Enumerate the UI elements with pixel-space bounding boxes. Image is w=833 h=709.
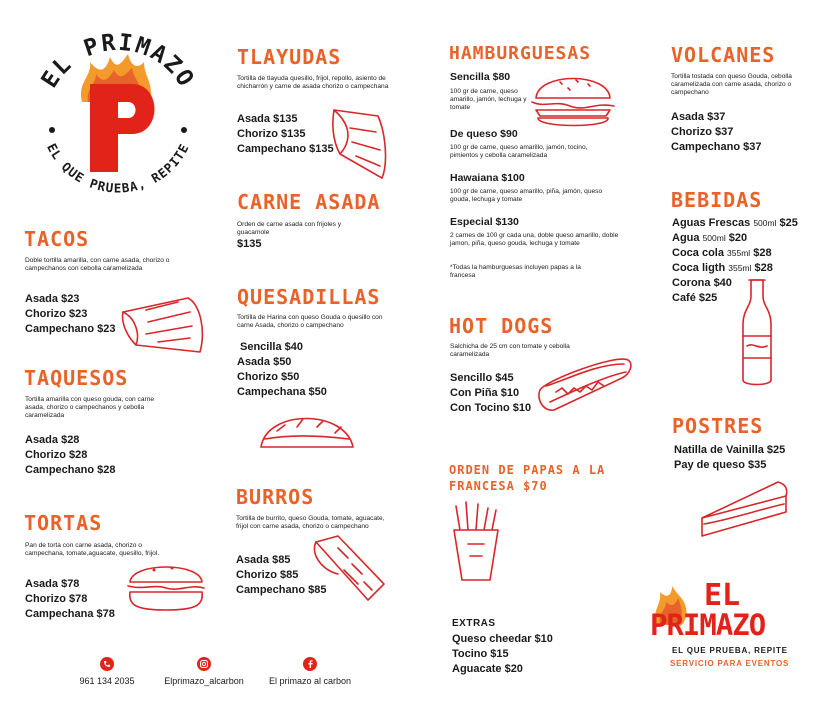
list-item: Campechana $78 (25, 608, 115, 620)
item-desc: 100 gr de carne, queso amarillo, jamón, lechuga y tomate (450, 88, 527, 111)
list-item: Con Piña $10 (450, 387, 520, 399)
brand-logo (648, 578, 818, 673)
list-item: Asada $50 (237, 356, 292, 368)
tlayudas-title: TLAYUDAS (237, 45, 342, 69)
hot-dog-illustration (536, 350, 636, 420)
volcanes-desc: Tortilla tostada con queso Gouda, cebolla caramelizada con carne asada, chorizo o campechano (671, 73, 792, 96)
hamburguesas-title: HAMBURGUESAS (449, 43, 592, 64)
list-item: Aguacate $20 (452, 663, 523, 675)
tortas-list (25, 577, 115, 622)
tacos-list (25, 292, 115, 337)
list-item: Chorizo $37 (671, 126, 734, 138)
tlayudas-desc: Tortilla de tlayuda quesillo, frijol, repollo, asiento de chicharrón y carne de asada chorizo o campechana (237, 75, 389, 90)
list-item: De queso $90 (450, 128, 518, 140)
logo-arc-top: EL PRIMAZO (36, 29, 200, 93)
list-item: Campechano $135 (237, 143, 334, 155)
facebook-icon (303, 657, 317, 671)
item-desc: 2 carnes de 100 gr cada una, doble queso amarillo, doble jamon, piña, queso gouda, lechuga y tomate (450, 232, 619, 247)
burros-desc: Tortilla de burrito, queso Gouda, tomate, aguacate, frijol con carne asada, chorizo o campechano (236, 515, 385, 530)
list-item: Chorizo $85 (236, 569, 299, 581)
list-item: Natilla de Vainilla $25 (674, 444, 786, 456)
carne-asada-list (237, 237, 261, 252)
tortas-title: TORTAS (24, 511, 103, 535)
hot-dogs-desc: Salchicha de 25 cm con tomate y cebolla caramelizada (450, 343, 570, 358)
item-desc: 100 gr de carne, queso amarillo, jamón, tocino, pimientos y cebolla caramelizada (450, 144, 588, 159)
quesadillas-title: QUESADILLAS (237, 285, 381, 309)
pie-slice-illustration (698, 478, 793, 543)
burrito-illustration (308, 534, 388, 604)
footer-phone[interactable] (72, 657, 142, 686)
tortas-desc: Pan de torta con carne asada, chorizo o campechana, tomate,aguacate, quesillo, frijol. (25, 542, 160, 557)
list-item: Chorizo $78 (25, 593, 88, 605)
item-desc: 100 gr de carne, queso amarillo, piña, jamón, queso gouda, lechuga y tomate (450, 188, 603, 203)
list-item: Pay de queso $35 (674, 459, 767, 471)
hamburger-illustration (530, 70, 615, 130)
list-item: Campechana $50 (237, 386, 327, 398)
tlayuda-illustration (328, 104, 393, 184)
logo-graphic (22, 22, 212, 212)
list-item: Corona $40 (672, 277, 732, 289)
footer-instagram-text: Elprimazo_alcarbon (164, 676, 244, 686)
hot-dogs-title: HOT DOGS (449, 314, 554, 338)
taquesos-list (25, 433, 115, 478)
volcanes-title: VOLCANES (671, 43, 776, 67)
list-item: Campechano $37 (671, 141, 762, 153)
list-item: Aguas Frescas 500ml $25 (672, 217, 798, 229)
list-item: Sencillo $45 (450, 372, 514, 384)
list-item: Asada $78 (25, 578, 80, 590)
taquesos-desc: Tortilla amarilla con queso gouda, con carne asada, chorizo o campechanos y cebolla caramelizada (25, 396, 155, 419)
carne-asada-desc: Orden de carne asada con frijoles y guacamole (237, 221, 342, 236)
list-item: Asada $85 (236, 554, 291, 566)
list-item: Tocino $15 (452, 648, 509, 660)
burros-title: BURROS (236, 485, 315, 509)
whatsapp-icon (100, 657, 114, 671)
volcanes-list (671, 110, 761, 155)
list-item: Campechano $85 (236, 584, 327, 596)
list-item: Chorizo $28 (25, 449, 88, 461)
list-item: Con Tocino $10 (450, 402, 532, 414)
list-item: Campechano $28 (25, 464, 116, 476)
list-item: Hawaiana $100 (450, 172, 525, 184)
list-item: Asada $37 (671, 111, 726, 123)
list-item: Sencilla $80 (450, 71, 511, 83)
list-item: Agua 500ml $20 (672, 232, 748, 244)
postres-title: POSTRES (672, 414, 764, 438)
cola-bottle-illustration (737, 276, 777, 391)
footer-facebook[interactable] (262, 657, 358, 686)
postres-list (674, 443, 785, 473)
papas-title: ORDEN DE PAPAS A LA FRANCESA $70 (449, 463, 606, 493)
tacos-title: TACOS (24, 227, 90, 251)
list-item: Chorizo $135 (237, 128, 306, 140)
footer-instagram[interactable] (158, 657, 250, 686)
list-item: Café $25 (672, 292, 718, 304)
list-item: $135 (237, 238, 262, 250)
list-item: Campechano $23 (25, 323, 116, 335)
brand-services: SERVICIO PARA EVENTOS (670, 659, 790, 668)
list-item: Asada $28 (25, 434, 80, 446)
brand-tagline: EL QUE PRUEBA, REPITE (672, 646, 788, 655)
list-item: Especial $130 (450, 216, 519, 228)
logo-arc-bottom: EL QUE PRUEBA, REPITE (44, 140, 192, 196)
extras-list (452, 632, 553, 677)
list-item: Queso cheedar $10 (452, 633, 553, 645)
bebidas-title: BEBIDAS (671, 188, 763, 212)
hamburguesas-note: *Todas la hamburguesas incluyen papas a la francesa (450, 264, 581, 279)
list-item: Coca ligth 355ml $28 (672, 262, 773, 274)
instagram-icon (197, 657, 211, 671)
quesadillas-desc: Tortilla de Harina con queso Gouda o quesillo con carne Asada, chorizo o campechano (237, 314, 383, 329)
carne-asada-title: CARNE ASADA (237, 190, 381, 214)
list-item: Chorizo $50 (237, 371, 300, 383)
taquesos-title: TAQUESOS (24, 366, 129, 390)
list-item: Asada $135 (237, 113, 298, 125)
list-item: Coca cola 355ml $28 (672, 247, 772, 259)
list-item: Asada $23 (25, 293, 80, 305)
logo (22, 22, 212, 212)
quesadillas-list (237, 340, 327, 400)
quesadilla-illustration (257, 405, 357, 455)
tlayudas-list (237, 112, 334, 157)
hot-dogs-list (450, 371, 531, 416)
footer-facebook-text: El primazo al carbon (268, 676, 352, 686)
brand-line1: EL (704, 578, 741, 613)
brand-line2: PRIMAZO (650, 608, 766, 642)
list-item: Chorizo $23 (25, 308, 88, 320)
taco-roll-illustration (118, 290, 208, 360)
torta-illustration (124, 556, 209, 616)
bebidas-list (672, 216, 798, 306)
footer-phone-text: 961 134 2035 (79, 676, 135, 686)
extras-title: EXTRAS (452, 618, 496, 629)
fries-illustration (446, 500, 506, 585)
tacos-desc: Doble tortilla amarilla, con carne asada, chorizo o campechanos con cebolla caramelizada (25, 257, 170, 272)
list-item: Sencilla $40 (240, 341, 303, 353)
